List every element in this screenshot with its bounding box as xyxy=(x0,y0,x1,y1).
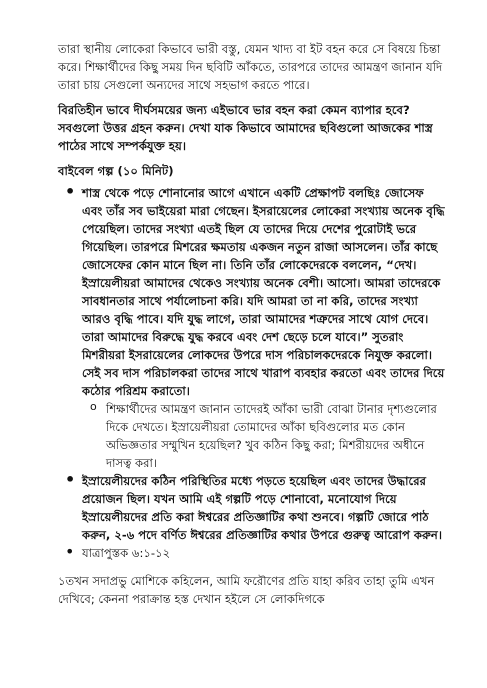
section-heading: বাইবেল গল্প (১০ মিনিট) xyxy=(58,164,174,178)
list-item-reference: • যাত্রাপুস্তক ৬:১-১২ xyxy=(58,544,445,562)
lesson-list xyxy=(58,184,445,562)
list-item-context: • শাস্ত্র থেকে পড়ে শোনানোর আগে এখানে একটি প্রেক্ষাপট বলছিঃ জোসেফ এবং তাঁর সব ভাইয়েরা মারা গেছেন। ইসরায়েলের লোকেরা সংখ্যায় অনেক বৃদ্ধি পেয়েছিল। তাদের সংখ্যা এতই ছিল যে তাদের দিয়ে দেশের পুরোটাই ভরে গিয়েছিল। তারপরে মিশরের ক্ষমতায় একজন নতুন রাজা আসলেন। তাঁর কাছে জোসেফের কোন মানে ছিল না। তিনি তাঁর লোকেদেরকে বললেন, “দেখ। ইস্রায়েলীয়রা আমাদের থেকেও সংখ্যায় অনেক বেশী। আসো। আমরা তাদেরকে সাবধানতার সাথে পর্যালোচনা করি। যদি আমরা তা না করি, তাদের সংখ্যা আরও বৃদ্ধি পাবে। যদি যুদ্ধ লাগে, তারা আমাদের শত্রুদের সাথে যোগ দেবে। তারা আমাদের বিরুদ্ধে যুদ্ধ করবে এবং দেশ ছেড়ে চলে যাবে।” সুতরাং মিশরীয়রা ইসরায়েলের লোকদের উপরে দাস পরিচালকদেরকে নিযুক্ত করলো। সেই সব দাস পরিচালকরা তাদের সাথে খারাপ ব্যবহার করতো এবং তাদের দিয়ে কঠোর পরিশ্রম করাতো। xyxy=(58,184,445,400)
scripture-passage: ১তখন সদাপ্রভু মোশিকে কহিলেন, আমি ফরৌণের প্রতি যাহা করিব তাহা তুমি এখন দেখিবে; কেননা পরাক্রান্ত হস্ত দেখান হইলে সে লোকদিগকে xyxy=(58,574,435,606)
sub-item-invite: o শিক্ষার্থীদের আমন্ত্রণ জানান তাদেরই আঁকা ভারী বোঝা টানার দৃশ্যগুলোর দিকে দেখতে। ইস্রায়েলীয়রা তোমাদের আঁকা ছবিগুলোর মত কোন অভিজ্ঞতার সম্মুখিন হয়েছিল? খুব কঠিন কিছু করা; মিশরীয়দের অধীনে দাসত্ব করা। xyxy=(58,400,445,472)
discussion-question: বিরতিহীন ভাবে দীর্ঘসময়ের জন্য এইভাবে ভার বহন করা কেমন ব্যাপার হবে? সবগুলো উত্তর গ্রহন করুন। দেখা যাক কিভাবে আমাদের ছবিগুলো আজকের শাস্ত্র পাঠের সাথে সম্পর্কযুক্ত হয়। xyxy=(58,103,433,153)
list-item-promise: • ইস্রায়েলীয়দের কঠিন পরিস্থিতির মধ্যে পড়তে হয়েছিল এবং তাদের উদ্ধারের প্রয়োজন ছিল। যখন আমি এই গল্পটি পড়ে শোনাবো, মনোযোগ দিয়ে ইস্রায়েলীয়দের প্রতি করা ঈশ্বরের প্রতিজ্ঞাটির কথা শুনবে। গল্পটি জোরে পাঠ করুন, ২-৬ পদে বর্ণিত ঈশ্বরের প্রতিজ্ঞাটির কথার উপরে গুরুত্ব আরোপ করুন। xyxy=(58,472,445,544)
intro-paragraph: তারা স্থানীয় লোকেরা কিভাবে ভারী বস্তু, যেমন খাদ্য বা ইট বহন করে সে বিষয়ে চিন্তা করে। শিক্ষার্থীদের কিছু সময় দিন ছবিটি আঁকতে, তারপরে তাদের আমন্ত্রণ জানান যদি তারা চায় সেগুলো অন্যদের সাথে সহভাগ করতে পারে। xyxy=(58,42,443,92)
